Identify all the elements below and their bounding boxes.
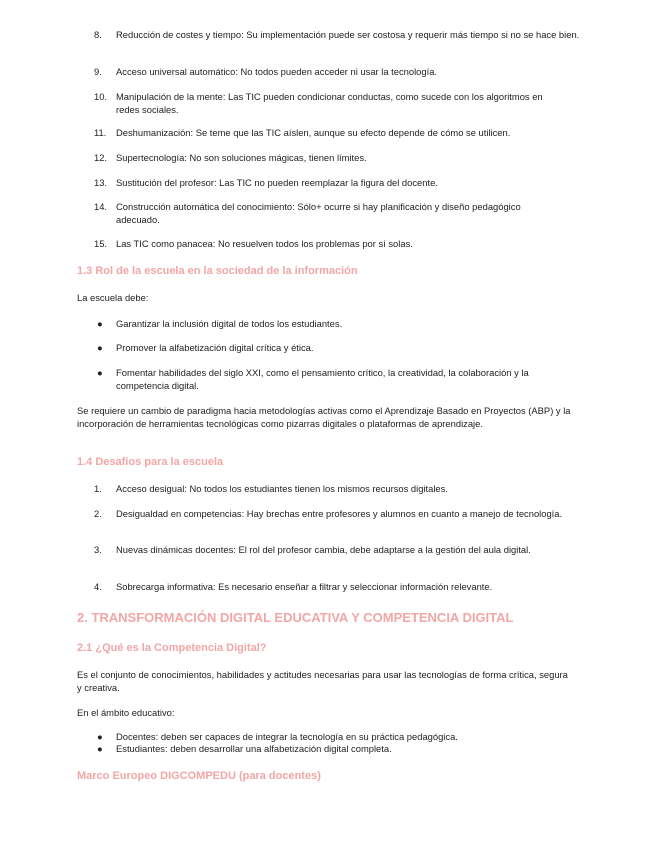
list-number: 8. <box>94 29 102 40</box>
bullet-text: Docentes: deben ser capaces de integrar la tecnología en su práctica pedagógica. <box>116 731 458 742</box>
bullet-text: Garantizar la inclusión digital de todos los estudiantes. <box>116 318 343 329</box>
list-text: Acceso universal automático: No todos pueden acceder ni usar la tecnología. <box>116 66 438 77</box>
list-number: 11. <box>94 127 107 138</box>
paragraph: En el ámbito educativo: <box>77 707 175 718</box>
bullet-text: Fomentar habilidades del siglo XXI, como el pensamiento crítico, la creatividad, la colaboración y la competencia digital. <box>116 367 529 391</box>
bullet-icon: ● <box>97 743 103 754</box>
bullet-icon: ● <box>97 367 103 378</box>
list-number: 12. <box>94 152 108 163</box>
chapter-heading: 2. TRANSFORMACIÓN DIGITAL EDUCATIVA Y COMPETENCIA DIGITAL <box>77 610 514 625</box>
list-number: 3. <box>94 544 102 555</box>
bullet-icon: ● <box>97 318 103 329</box>
list-number: 4. <box>94 581 102 592</box>
list-text: Desigualdad en competencias: Hay brechas entre profesores y alumnos en cuanto a manejo de tecnología. <box>116 508 563 519</box>
paragraph: Se requiere un cambio de paradigma hacia metodologías activas como el Aprendizaje Basado en Proyectos (ABP) y la incorporación de herramientas tecnológicas como pizarras digitales o plataformas de aprendizaje. <box>77 405 571 429</box>
section-heading: Marco Europeo DIGCOMPEDU (para docentes) <box>77 770 321 782</box>
bullet-text: Estudiantes: deben desarrollar una alfabetización digital completa. <box>116 743 392 754</box>
paragraph: Es el conjunto de conocimientos, habilidades y actitudes necesarias para usar las tecnologías de forma crítica, segura y creativa. <box>77 669 568 693</box>
list-number: 13. <box>94 177 108 188</box>
list-number: 1. <box>94 483 102 494</box>
list-number: 14. <box>94 201 108 212</box>
list-text: Reducción de costes y tiempo: Su implementación puede ser costosa y requerir más tiempo si no se hace bien. <box>116 29 580 40</box>
list-text: Manipulación de la mente: Las TIC pueden condicionar conductas, como sucede con los algoritmos en redes sociales. <box>116 91 543 115</box>
bullet-icon: ● <box>97 731 103 742</box>
list-text: Las TIC como panacea: No resuelven todos los problemas por sí solas. <box>116 238 413 249</box>
list-text: Supertecnología: No son soluciones mágicas, tienen límites. <box>116 152 367 163</box>
list-number: 9. <box>94 66 102 77</box>
section-heading: 1.4 Desafíos para la escuela <box>77 456 224 468</box>
list-text: Construcción automática del conocimiento: Sólo+ ocurre si hay planificación y diseño pedagógico adecuado. <box>116 201 521 225</box>
section-heading: 2.1 ¿Qué es la Competencia Digital? <box>77 642 267 654</box>
bullet-icon: ● <box>97 342 103 353</box>
bullet-text: Promover la alfabetización digital crítica y ética. <box>116 342 314 353</box>
paragraph: La escuela debe: <box>77 292 149 303</box>
list-number: 15. <box>94 238 108 249</box>
list-number: 10. <box>94 91 108 102</box>
section-heading: 1.3 Rol de la escuela en la sociedad de la información <box>77 265 358 277</box>
list-text: Acceso desigual: No todos los estudiantes tienen los mismos recursos digitales. <box>116 483 448 494</box>
list-text: Deshumanización: Se teme que las TIC aíslen, aunque su efecto depende de cómo se utilicen. <box>116 127 511 138</box>
list-text: Sustitución del profesor: Las TIC no pueden reemplazar la figura del docente. <box>116 177 438 188</box>
list-number: 2. <box>94 508 102 519</box>
list-text: Nuevas dinámicas docentes: El rol del profesor cambia, debe adaptarse a la gestión del aula digital. <box>116 544 531 555</box>
list-text: Sobrecarga informativa: Es necesario enseñar a filtrar y seleccionar información relevante. <box>116 581 493 592</box>
